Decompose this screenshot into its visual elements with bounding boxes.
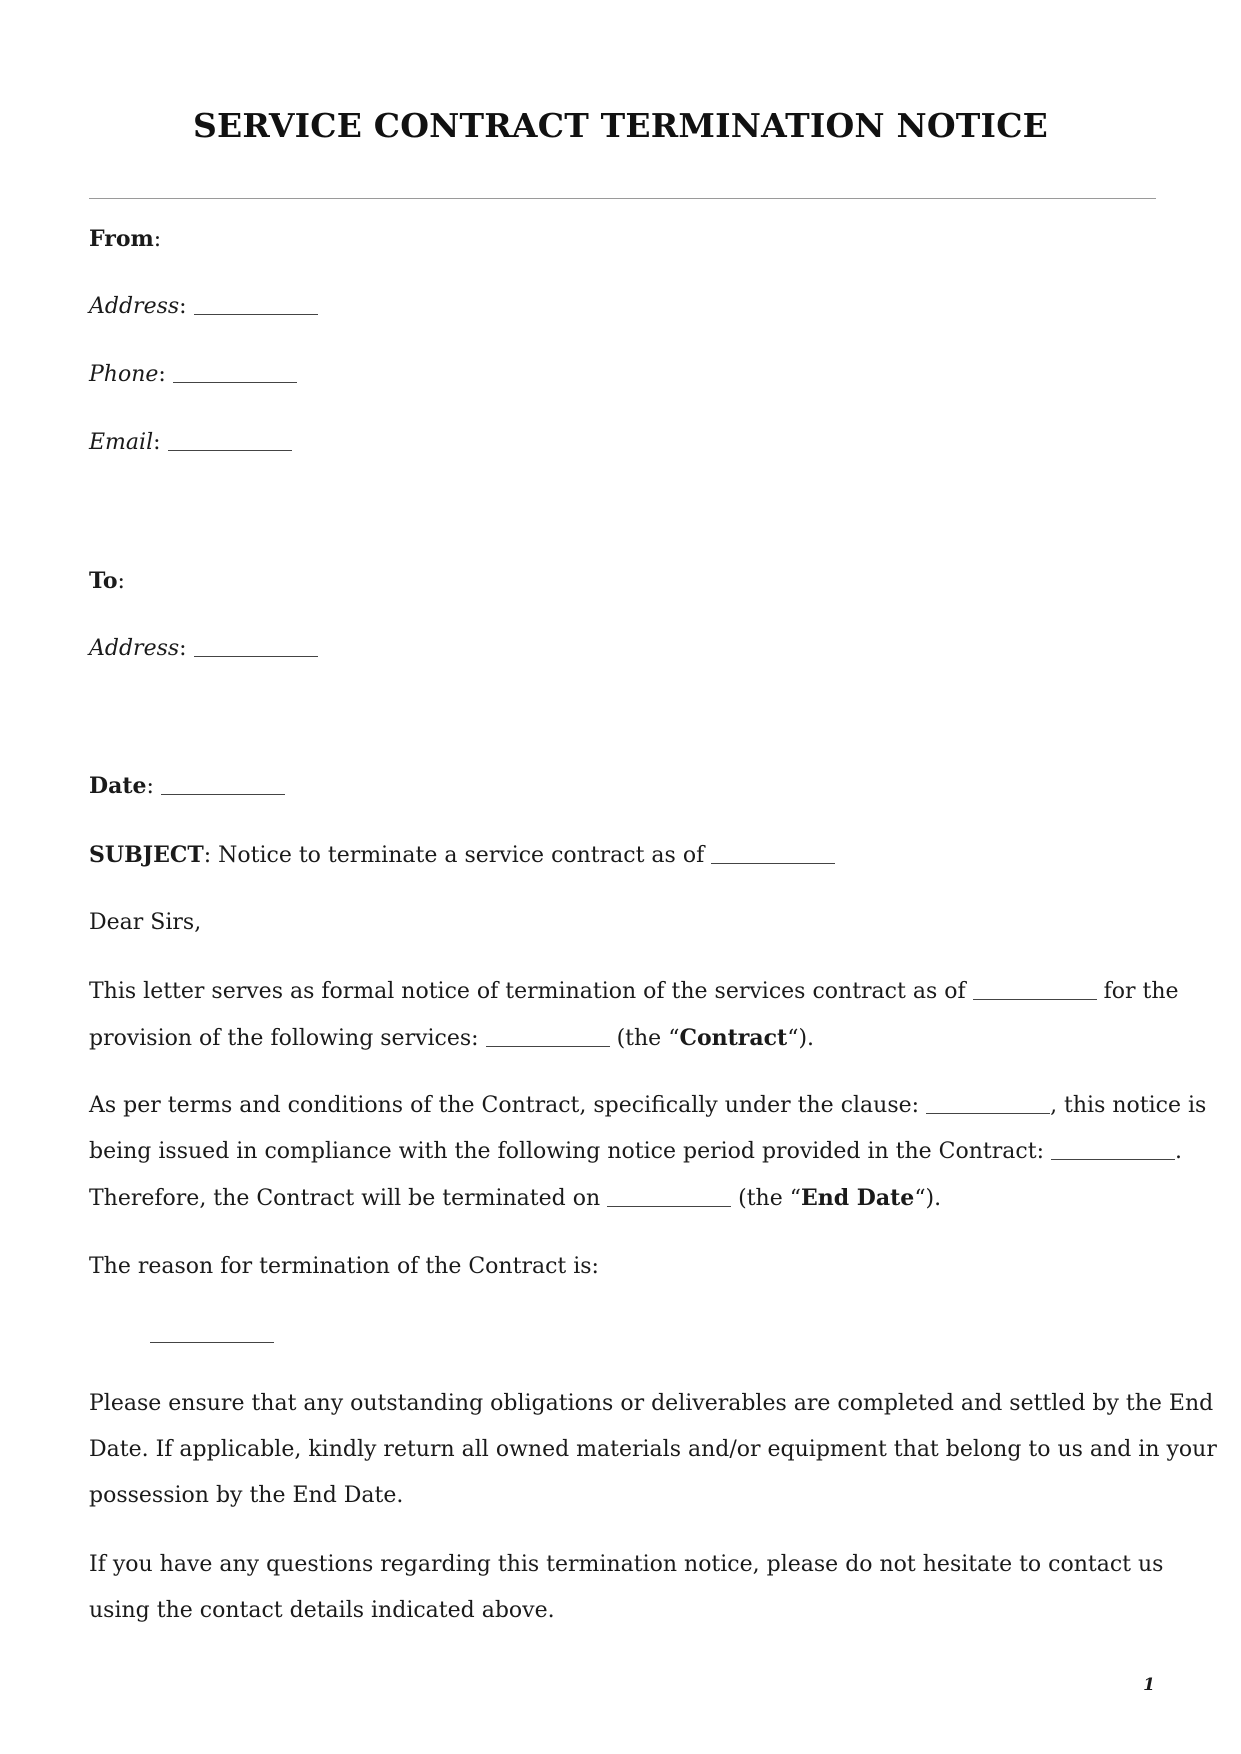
- subject-label: SUBJECT: [89, 842, 204, 868]
- para1-text-c: provision of the following services:: [89, 1026, 486, 1051]
- document-title: SERVICE CONTRACT TERMINATION NOTICE: [192, 106, 1049, 145]
- page-number: 1: [1143, 1675, 1155, 1695]
- to-address-line: Address:: [89, 634, 318, 664]
- clause-blank[interactable]: [926, 1112, 1050, 1114]
- from-label: From: [89, 226, 154, 252]
- end-date-blank[interactable]: [607, 1205, 731, 1207]
- para2-line3: [89, 1183, 941, 1214]
- date-blank[interactable]: [161, 793, 285, 795]
- para2-text-b: , this notice is: [1050, 1093, 1207, 1118]
- para4-line1: If you have any questions regarding this termination notice, please do not hesitate to contact us: [89, 1552, 1164, 1577]
- para1-text-e: “).: [787, 1026, 815, 1051]
- to-heading: To:: [89, 568, 125, 594]
- para2-line1: [89, 1091, 1206, 1121]
- para1-text-d: (the “: [609, 1026, 680, 1051]
- para2-text-f: (the “: [731, 1186, 801, 1211]
- from-phone-blank[interactable]: [173, 381, 297, 383]
- para4-line2: using the contact details indicated above.: [89, 1598, 555, 1623]
- subject-line: [89, 840, 835, 871]
- para2-text-a: As per terms and conditions of the Contract, specifically under the clause:: [89, 1093, 927, 1118]
- from-phone-line: Phone:: [89, 360, 297, 390]
- from-heading: From:: [89, 226, 162, 252]
- to-label: To: [89, 568, 118, 594]
- from-email-label: Email: [89, 430, 154, 455]
- para2-text-e: Therefore, the Contract will be terminated on: [89, 1186, 608, 1211]
- from-address-label: Address: [89, 294, 180, 319]
- reason-intro: The reason for termination of the Contract is:: [89, 1254, 599, 1279]
- date-label: Date: [89, 773, 147, 799]
- to-address-label: Address: [89, 636, 180, 661]
- from-phone-label: Phone: [89, 362, 159, 387]
- date-line: Date:: [89, 771, 285, 802]
- contract-date-blank[interactable]: [973, 998, 1097, 1000]
- notice-period-blank[interactable]: [1051, 1158, 1175, 1160]
- subject-date-blank[interactable]: [711, 862, 835, 864]
- reason-blank[interactable]: [150, 1341, 274, 1343]
- title-divider: [89, 198, 1156, 199]
- para1-line2: [89, 1023, 814, 1054]
- services-blank[interactable]: [486, 1045, 610, 1047]
- para1-line1: [89, 977, 1179, 1007]
- para2-text-c: being issued in compliance with the following notice period provided in the Contract:: [89, 1139, 1051, 1164]
- para2-line2: [89, 1137, 1182, 1167]
- to-address-blank[interactable]: [194, 655, 318, 657]
- reason-line: [150, 1320, 274, 1350]
- para1-text-a: This letter serves as formal notice of termination of the services contract as of: [89, 979, 973, 1004]
- from-email-line: Email:: [89, 428, 292, 458]
- para2-text-d: .: [1174, 1139, 1182, 1164]
- contract-defined-term: Contract: [679, 1025, 788, 1051]
- para1-text-b: for the: [1096, 979, 1179, 1004]
- para3-line2: Date. If applicable, kindly return all owned materials and/or equipment that belong to us and in your: [89, 1437, 1217, 1462]
- from-address-blank[interactable]: [194, 313, 318, 315]
- para3-line1: Please ensure that any outstanding obligations or deliverables are completed and settled by the End: [89, 1391, 1214, 1416]
- from-address-line: Address:: [89, 292, 318, 322]
- from-email-blank[interactable]: [168, 449, 292, 451]
- subject-text: : Notice to terminate a service contract as of: [203, 843, 712, 868]
- salutation: Dear Sirs,: [89, 910, 202, 935]
- para3-line3: possession by the End Date.: [89, 1483, 404, 1508]
- para2-text-g: “).: [914, 1186, 942, 1211]
- end-date-defined-term: End Date: [801, 1185, 915, 1211]
